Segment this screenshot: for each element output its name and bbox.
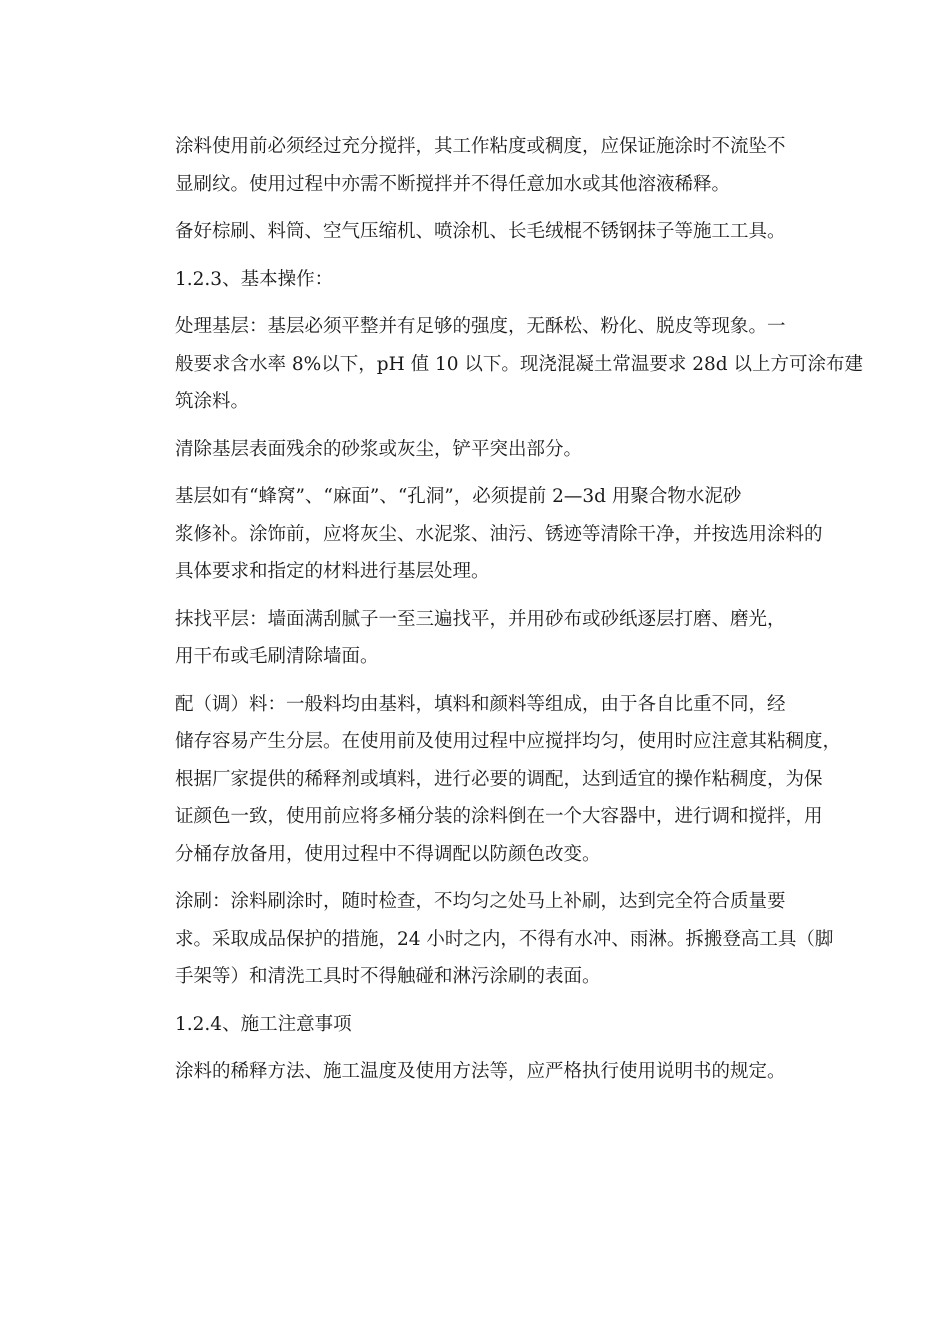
text-line: 筑涂料。 — [175, 391, 250, 412]
text-line: 显刷纹。使用过程中亦需不断搅拌并不得任意加水或其他溶液稀释。 — [175, 173, 731, 195]
text-line: 涂刷：涂料刷涂时，随时检查，不均匀之处马上补刷，达到完全符合质量要 — [175, 891, 786, 912]
paragraph-mixing — [138, 686, 842, 874]
text-line: 般要求含水率 8%以下，pH 值 10 以下。现浇混凝土常温要求 28d 以上方可涂布建 — [175, 353, 864, 375]
paragraph-defect-repair — [138, 478, 823, 591]
text-line: 具体要求和指定的材料进行基层处理。 — [175, 561, 490, 582]
text-line: 处理基层：基层必须平整并有足够的强度，无酥松、粉化、脱皮等现象。一 — [175, 316, 786, 337]
document-body — [138, 128, 864, 1101]
text-line: 清除基层表面残余的砂浆或灰尘，铲平突出部分。 — [175, 438, 583, 460]
text-line: 涂料使用前必须经过充分搅拌，其工作粘度或稠度，应保证施涂时不流坠不 — [175, 136, 786, 157]
text-line: 1.2.4、施工注意事项 — [175, 1013, 352, 1035]
paragraph-leveling — [138, 601, 818, 676]
text-line: 证颜色一致，使用前应将多桶分装的涂料倒在一个大容器中，进行调和搅拌，用 — [175, 806, 823, 827]
paragraph-tools — [138, 213, 818, 251]
text-line: 手架等）和清洗工具时不得触碰和淋污涂刷的表面。 — [175, 966, 601, 987]
text-line: 抹找平层：墙面满刮腻子一至三遍找平，并用砂布或砂纸逐层打磨、磨光， — [175, 608, 786, 630]
text-line: 基层如有“蜂窝”、“麻面”、“孔洞”，必须提前 2—3d 用聚合物水泥砂 — [175, 486, 742, 507]
text-line: 备好棕刷、料筒、空气压缩机、喷涂机、长毛绒棍不锈钢抹子等施工工具。 — [175, 221, 786, 242]
text-line: 分桶存放备用，使用过程中不得调配以防颜色改变。 — [175, 843, 601, 865]
paragraph-brushing — [138, 883, 834, 996]
section-heading-precautions — [138, 1006, 818, 1044]
text-line: 浆修补。涂饰前，应将灰尘、水泥浆、油污、锈迹等清除干净，并按选用涂料的 — [175, 523, 823, 545]
paragraph-stirring-requirements — [138, 128, 818, 203]
section-heading-basic-operations — [138, 261, 818, 299]
paragraph-clean-surface — [138, 431, 818, 469]
text-line: 求。采取成品保护的措施，24 小时之内，不得有水冲、雨淋。拆搬登高工具（脚 — [175, 928, 834, 950]
text-line: 根据厂家提供的稀释剂或填料，进行必要的调配，达到适宜的操作粘稠度，为保 — [175, 768, 823, 790]
text-line: 配（调）料：一般料均由基料，填料和颜料等组成，由于各自比重不同，经 — [175, 693, 786, 715]
text-line: 涂料的稀释方法、施工温度及使用方法等，应严格执行使用说明书的规定。 — [175, 1061, 786, 1082]
text-line: 1.2.3、基本操作： — [175, 268, 334, 290]
text-line: 储存容易产生分层。在使用前及使用过程中应搅拌均匀，使用时应注意其粘稠度， — [175, 731, 842, 752]
paragraph-substrate-treatment — [138, 308, 864, 421]
paragraph-dilution-rules — [138, 1053, 818, 1091]
text-line: 用干布或毛刷清除墙面。 — [175, 646, 379, 667]
